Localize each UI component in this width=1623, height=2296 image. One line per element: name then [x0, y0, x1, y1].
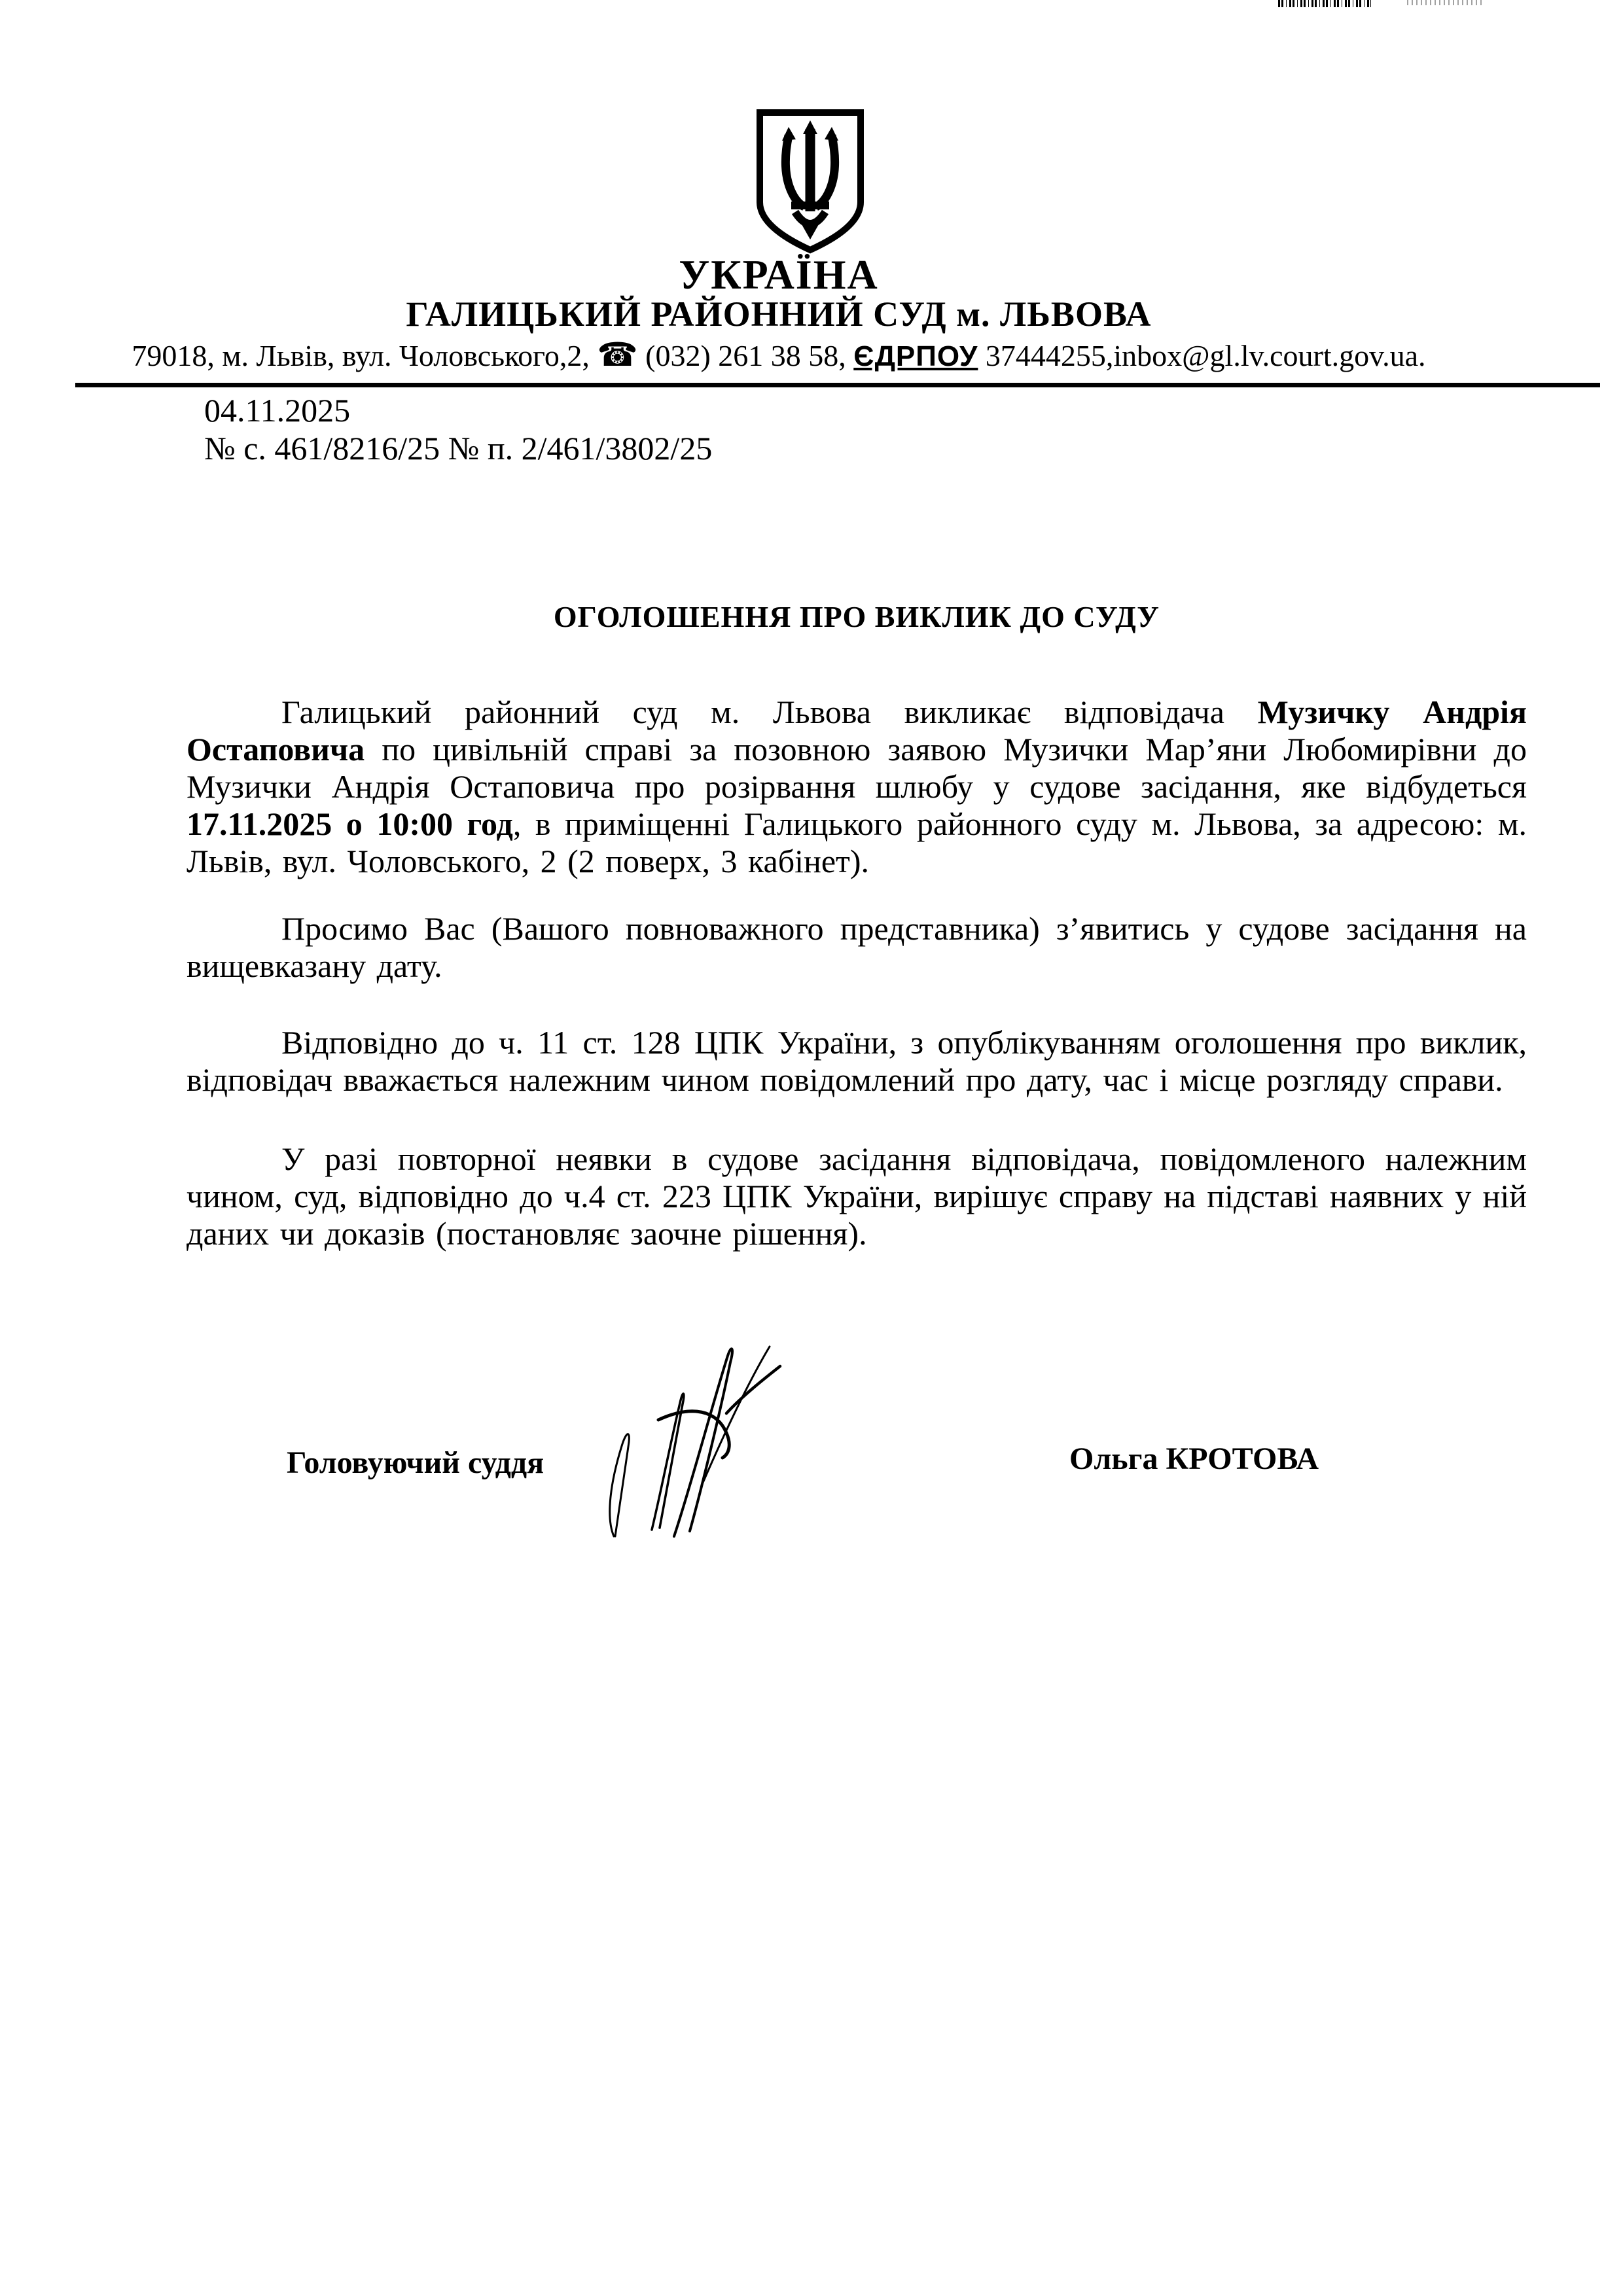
country-name: УКРАЇНА [679, 251, 879, 298]
scan-artifact-dots [1407, 0, 1484, 5]
hearing-datetime: 17.11.2025 о 10:00 год [187, 805, 513, 842]
address-text: 79018, м. Львів, вул. Чоловського,2, [132, 339, 597, 372]
phone-icon: ☎ [597, 336, 638, 373]
paragraph-legal-notice-128: Відповідно до ч. 11 ст. 128 ЦПК України, з опублікуванням оголошення про виклик, відповідач вважається належним чином повідомлений про дату, час і місце розгляду справи. [187, 1024, 1527, 1098]
header-divider [75, 383, 1600, 387]
judge-signature-icon [575, 1327, 818, 1544]
document-body [187, 694, 1527, 1252]
paragraph-request: Просимо Вас (Вашого повноважного представника) з’явитись у судове засідання на вищевказану дату. [187, 910, 1527, 984]
p1-text: Галицький районний суд м. Львова викликає відповідача [281, 694, 1258, 730]
case-numbers: № с. 461/8216/25 № п. 2/461/3802/25 [204, 430, 713, 467]
defendant-name: Музичку Андрія Остаповича [187, 694, 1527, 768]
ukraine-coat-of-arms-icon [754, 107, 866, 256]
edrpou-email-text: 37444255,inbox@gl.lv.court.gov.ua. [978, 339, 1426, 372]
paragraph-summons [187, 694, 1527, 880]
document-date: 04.11.2025 [204, 392, 351, 429]
signature-role-label: Головуючий суддя [287, 1445, 544, 1480]
court-address-line [39, 338, 1518, 372]
document-title: ОГОЛОШЕННЯ ПРО ВИКЛИК ДО СУДУ [553, 600, 1160, 633]
paragraph-legal-notice-223: У разі повторної неявки в судове засідання відповідача, повідомленого належним чином, суд, відповідно до ч.4 ст. 223 ЦПК України, вирішує справу на підставі наявних у ній даних чи доказів (постановляє заочне рішення). [187, 1140, 1527, 1252]
judge-name: Ольга КРОТОВА [1069, 1441, 1319, 1476]
p1-text: , в приміщенні Галицького районного суду м. Львова, за адресою: м. Львів, вул. Чоловського, 2 (2 поверх, 3 кабінет). [187, 805, 1527, 879]
court-name: ГАЛИЦЬКИЙ РАЙОННИЙ СУД м. ЛЬВОВА [406, 294, 1152, 334]
barcode-icon [1278, 0, 1371, 7]
phone-number: (032) 261 38 58, [637, 339, 854, 372]
edrpou-label: ЄДРПОУ [853, 340, 978, 372]
p1-text: по цивільній справі за позовною заявою Музички Мар’яни Любомирівни до Музички Андрія Остаповича про розірвання шлюбу у судове засідання, яке відбудеться [187, 731, 1527, 805]
